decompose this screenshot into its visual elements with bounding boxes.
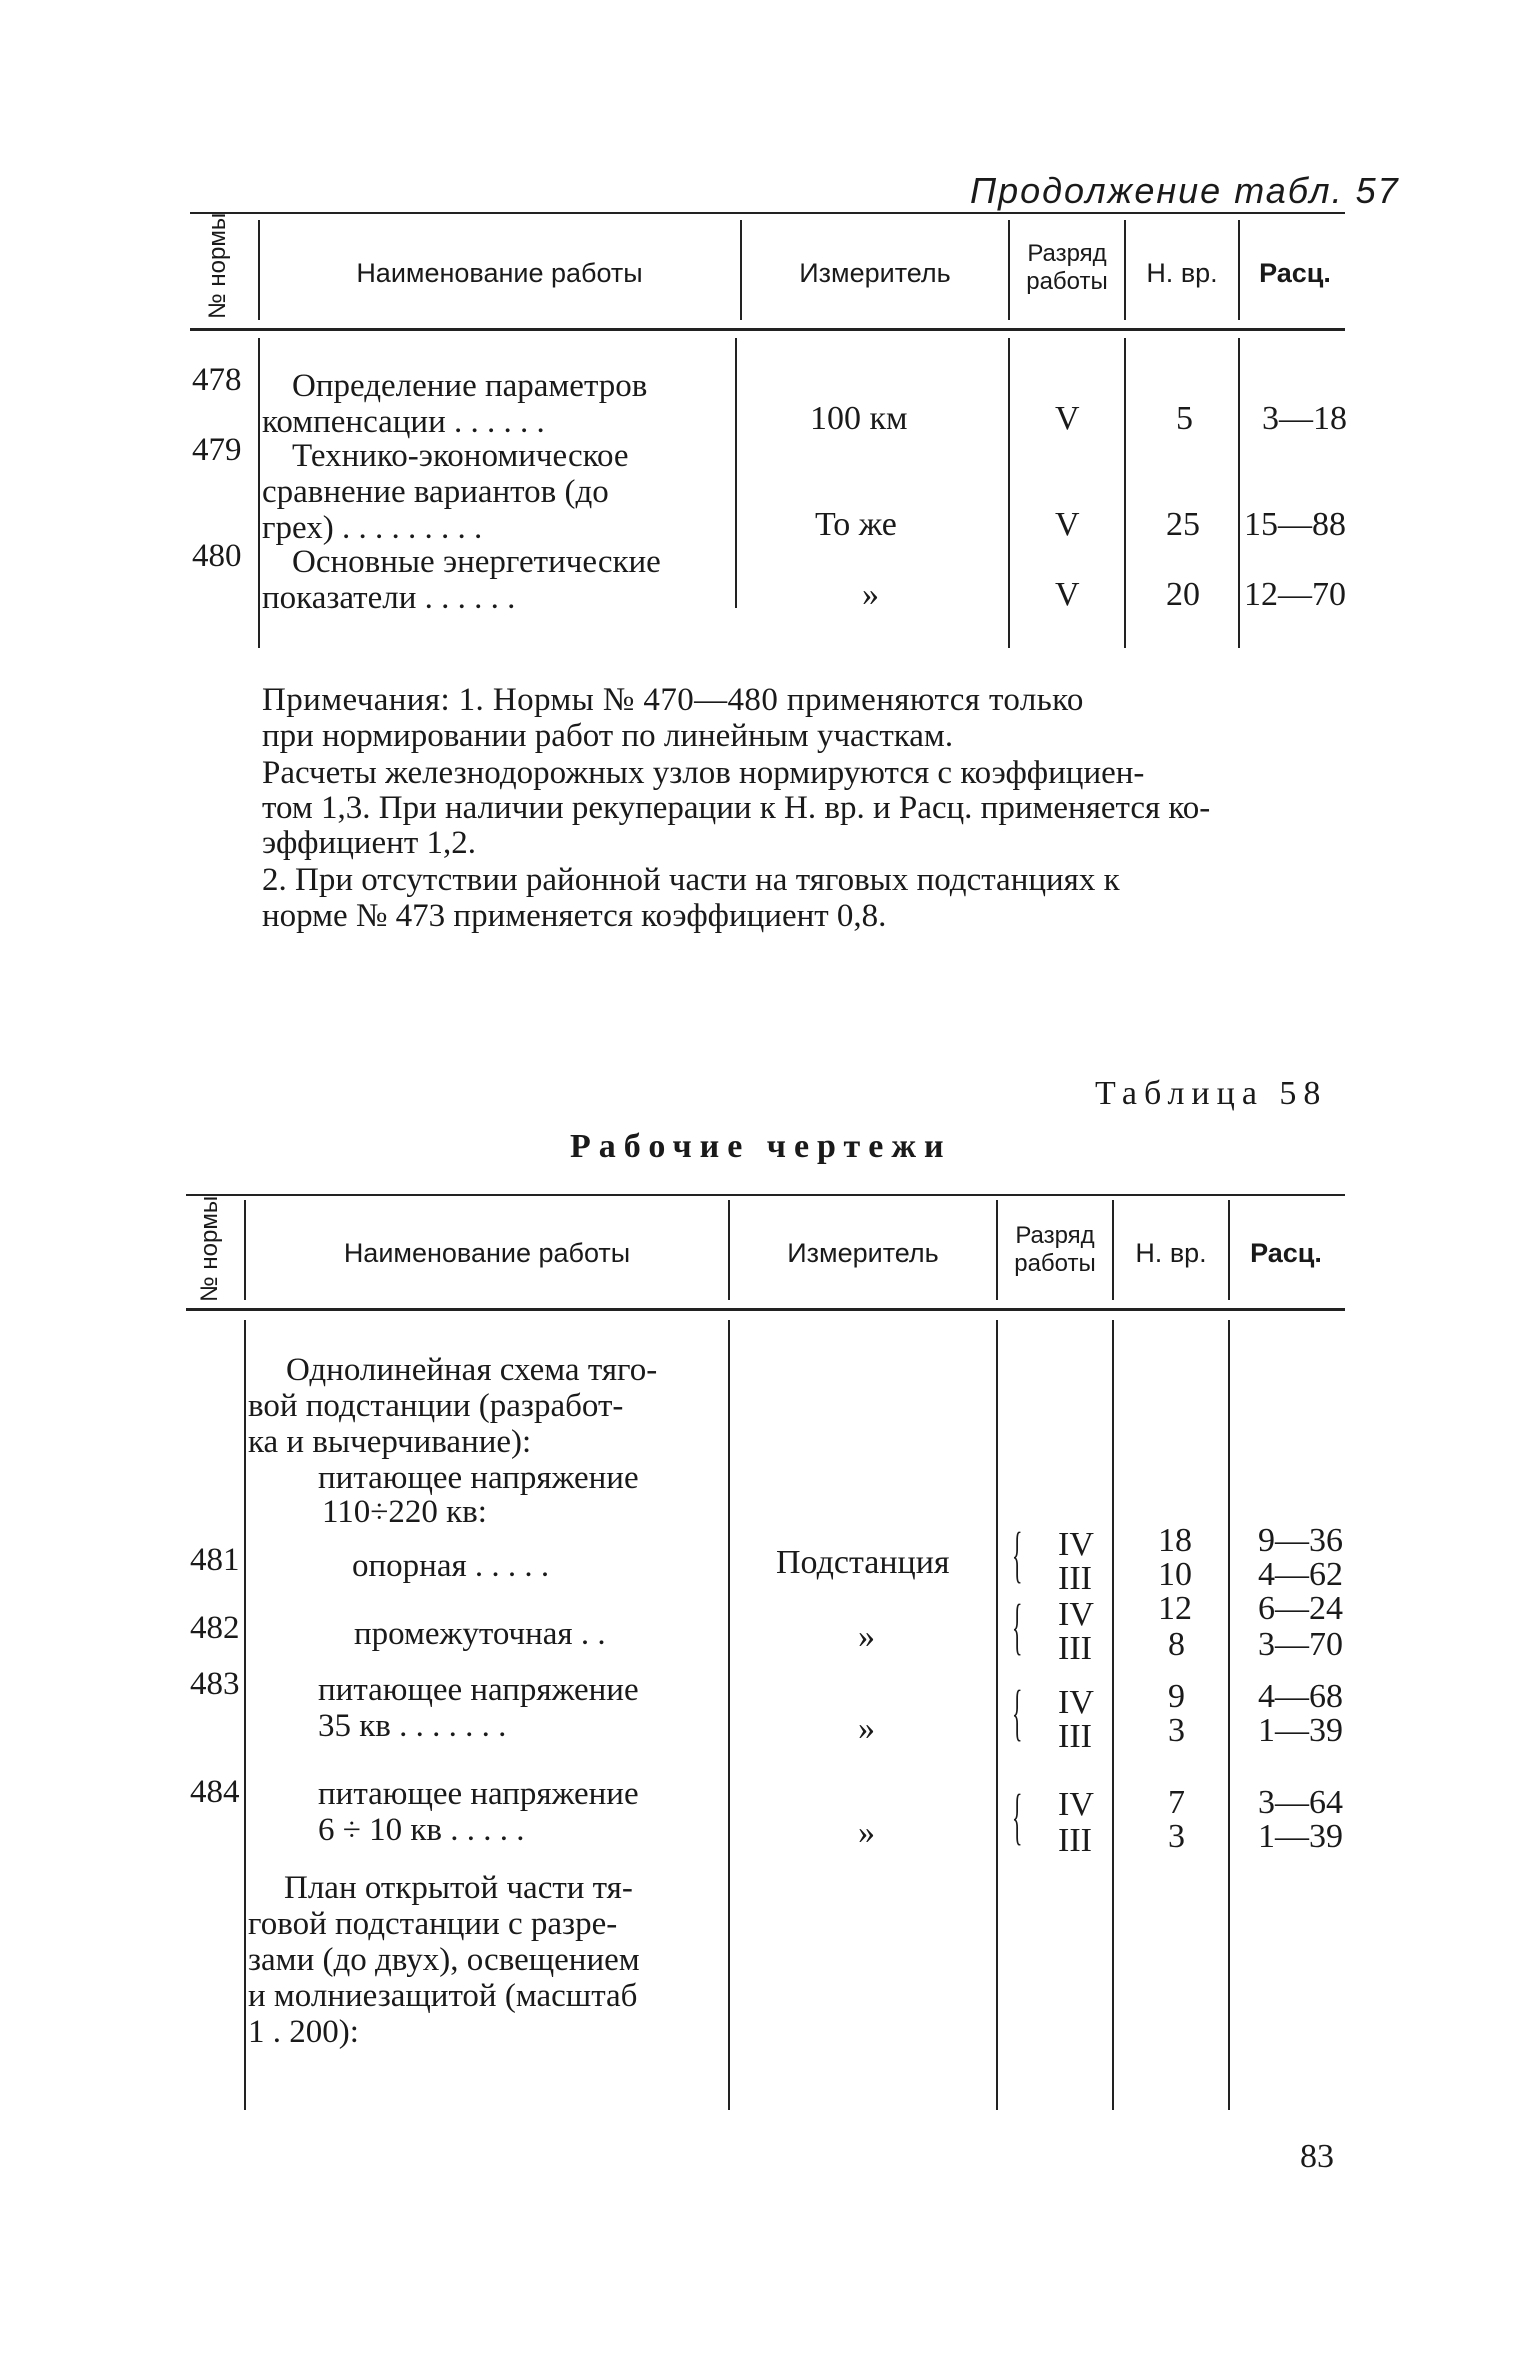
col-header-unit: Измеритель bbox=[787, 1238, 939, 1268]
row-name-line: 35 кв . . . . . . . bbox=[318, 1708, 507, 1744]
row-hours: 3 bbox=[1168, 1712, 1185, 1749]
row-no: 479 bbox=[192, 432, 242, 468]
grade-line1: Разряд bbox=[1015, 1222, 1095, 1249]
row-grade: III bbox=[1058, 1560, 1092, 1597]
grade-line2: работы bbox=[1026, 268, 1108, 295]
row-hours: 12 bbox=[1158, 1590, 1192, 1627]
row-hours: 7 bbox=[1168, 1784, 1185, 1821]
col-header-name: Наименование работы bbox=[343, 1238, 631, 1268]
row-unit: » bbox=[858, 1814, 875, 1851]
row-unit: То же bbox=[815, 506, 897, 543]
row-name-line: компенсации . . . . . . bbox=[262, 404, 545, 440]
row-grade: III bbox=[1058, 1718, 1092, 1755]
row-price: 3—64 bbox=[1258, 1784, 1343, 1821]
row-grade: III bbox=[1058, 1822, 1092, 1859]
row-unit: » bbox=[858, 1710, 875, 1747]
note-line: Расчеты железнодорожных узлов нормируются с коэффициен- bbox=[262, 755, 1145, 791]
row-no: 482 bbox=[190, 1610, 240, 1646]
row-price: 6—24 bbox=[1258, 1590, 1343, 1627]
row-unit: » bbox=[862, 576, 879, 613]
row-hours: 9 bbox=[1168, 1678, 1185, 1715]
row-grade: IV bbox=[1058, 1596, 1094, 1633]
row-price: 4—68 bbox=[1258, 1678, 1343, 1715]
row-grade: IV bbox=[1058, 1684, 1094, 1721]
col-header-unit: Измеритель bbox=[799, 258, 951, 288]
row-no: 480 bbox=[192, 538, 242, 574]
continuation-caption: Продолжение табл. 57 bbox=[970, 170, 1400, 211]
col-header-no: № нормы bbox=[204, 212, 231, 319]
brace: { bbox=[1012, 1521, 1023, 1589]
row-price: 4—62 bbox=[1258, 1556, 1343, 1593]
row-name: опорная . . . . . bbox=[352, 1548, 550, 1584]
row-hours: 5 bbox=[1176, 400, 1193, 437]
grade-line1: Разряд bbox=[1027, 240, 1107, 267]
row-unit: » bbox=[858, 1618, 875, 1655]
outro-line: зами (до двух), освещением bbox=[248, 1942, 640, 1978]
row-name-line: грех) . . . . . . . . . bbox=[262, 510, 483, 546]
row-grade: IV bbox=[1058, 1526, 1094, 1563]
intro-line: ка и вычерчивание): bbox=[248, 1424, 532, 1460]
row-hours: 25 bbox=[1166, 506, 1200, 543]
row-no: 478 bbox=[192, 362, 242, 398]
row-name-line: Технико-экономическое bbox=[292, 438, 629, 474]
row-no: 483 bbox=[190, 1666, 240, 1702]
note-line: норме № 473 применяется коэффициент 0,8. bbox=[262, 898, 887, 934]
outro-line: и молниезащитой (масштаб bbox=[248, 1978, 638, 2014]
row-name-line: Определение параметров bbox=[292, 368, 648, 404]
row-name-line: 6 ÷ 10 кв . . . . . bbox=[318, 1812, 525, 1848]
row-hours: 20 bbox=[1166, 576, 1200, 613]
row-grade: V bbox=[1055, 506, 1080, 543]
row-unit: 100 км bbox=[810, 400, 908, 437]
row-name: промежуточная . . bbox=[354, 1616, 606, 1652]
intro-line: вой подстанции (разработ- bbox=[248, 1388, 624, 1424]
intro-line: 110÷220 кв: bbox=[322, 1494, 487, 1530]
note-line: том 1,3. При наличии рекуперации к Н. вр. и Расц. применяется ко- bbox=[262, 790, 1211, 826]
row-name-line: Основные энергетические bbox=[292, 544, 661, 580]
table-58-title: Рабочие чертежи bbox=[570, 1128, 952, 1165]
row-price: 9—36 bbox=[1258, 1522, 1343, 1559]
row-hours: 8 bbox=[1168, 1626, 1185, 1663]
row-price: 15—88 bbox=[1244, 506, 1346, 543]
intro-line: Однолинейная схема тяго- bbox=[286, 1352, 658, 1388]
row-name-line: питающее напряжение bbox=[318, 1776, 639, 1812]
outro-line: 1 . 200): bbox=[248, 2014, 359, 2050]
col-header-grade bbox=[998, 1222, 1112, 1278]
row-price: 3—70 bbox=[1258, 1626, 1343, 1663]
col-header-hours: Н. вр. bbox=[1135, 1238, 1207, 1268]
row-name-line: питающее напряжение bbox=[318, 1672, 639, 1708]
row-hours: 18 bbox=[1158, 1522, 1192, 1559]
note-line: Примечания: 1. Нормы № 470—480 применяются только bbox=[262, 682, 1084, 718]
col-header-name: Наименование работы bbox=[356, 258, 643, 288]
row-hours: 3 bbox=[1168, 1818, 1185, 1855]
col-header-no: № нормы bbox=[196, 1195, 223, 1302]
row-price: 1—39 bbox=[1258, 1712, 1343, 1749]
row-no: 481 bbox=[190, 1542, 240, 1578]
page-number: 83 bbox=[1300, 2138, 1334, 2175]
row-unit: Подстанция bbox=[776, 1544, 950, 1581]
col-header-price: Расц. bbox=[1250, 1238, 1322, 1268]
brace: { bbox=[1012, 1593, 1023, 1661]
row-price: 3—18 bbox=[1262, 400, 1347, 437]
row-grade: V bbox=[1055, 576, 1080, 613]
brace: { bbox=[1012, 1783, 1023, 1851]
brace: { bbox=[1012, 1679, 1023, 1747]
row-grade: IV bbox=[1058, 1786, 1094, 1823]
row-price: 12—70 bbox=[1244, 576, 1346, 613]
note-line: 2. При отсутствии районной части на тяговых подстанциях к bbox=[262, 862, 1120, 898]
intro-line: питающее напряжение bbox=[318, 1460, 639, 1496]
col-header-price: Расц. bbox=[1259, 258, 1331, 288]
row-grade: V bbox=[1055, 400, 1080, 437]
row-no: 484 bbox=[190, 1774, 240, 1810]
row-hours: 10 bbox=[1158, 1556, 1192, 1593]
outro-line: говой подстанции с разре- bbox=[248, 1906, 618, 1942]
grade-line2: работы bbox=[1014, 1250, 1096, 1277]
outro-line: План открытой части тя- bbox=[284, 1870, 633, 1906]
row-name-line: сравнение вариантов (до bbox=[262, 474, 609, 510]
row-grade: III bbox=[1058, 1630, 1092, 1667]
col-header-hours: Н. вр. bbox=[1146, 258, 1218, 288]
row-price: 1—39 bbox=[1258, 1818, 1343, 1855]
row-name-line: показатели . . . . . . bbox=[262, 580, 516, 616]
col-header-grade bbox=[1010, 240, 1124, 296]
note-line: эффициент 1,2. bbox=[262, 825, 477, 861]
table-58-label: Таблица 58 bbox=[1095, 1075, 1328, 1112]
note-line: при нормировании работ по линейным участкам. bbox=[262, 718, 954, 754]
